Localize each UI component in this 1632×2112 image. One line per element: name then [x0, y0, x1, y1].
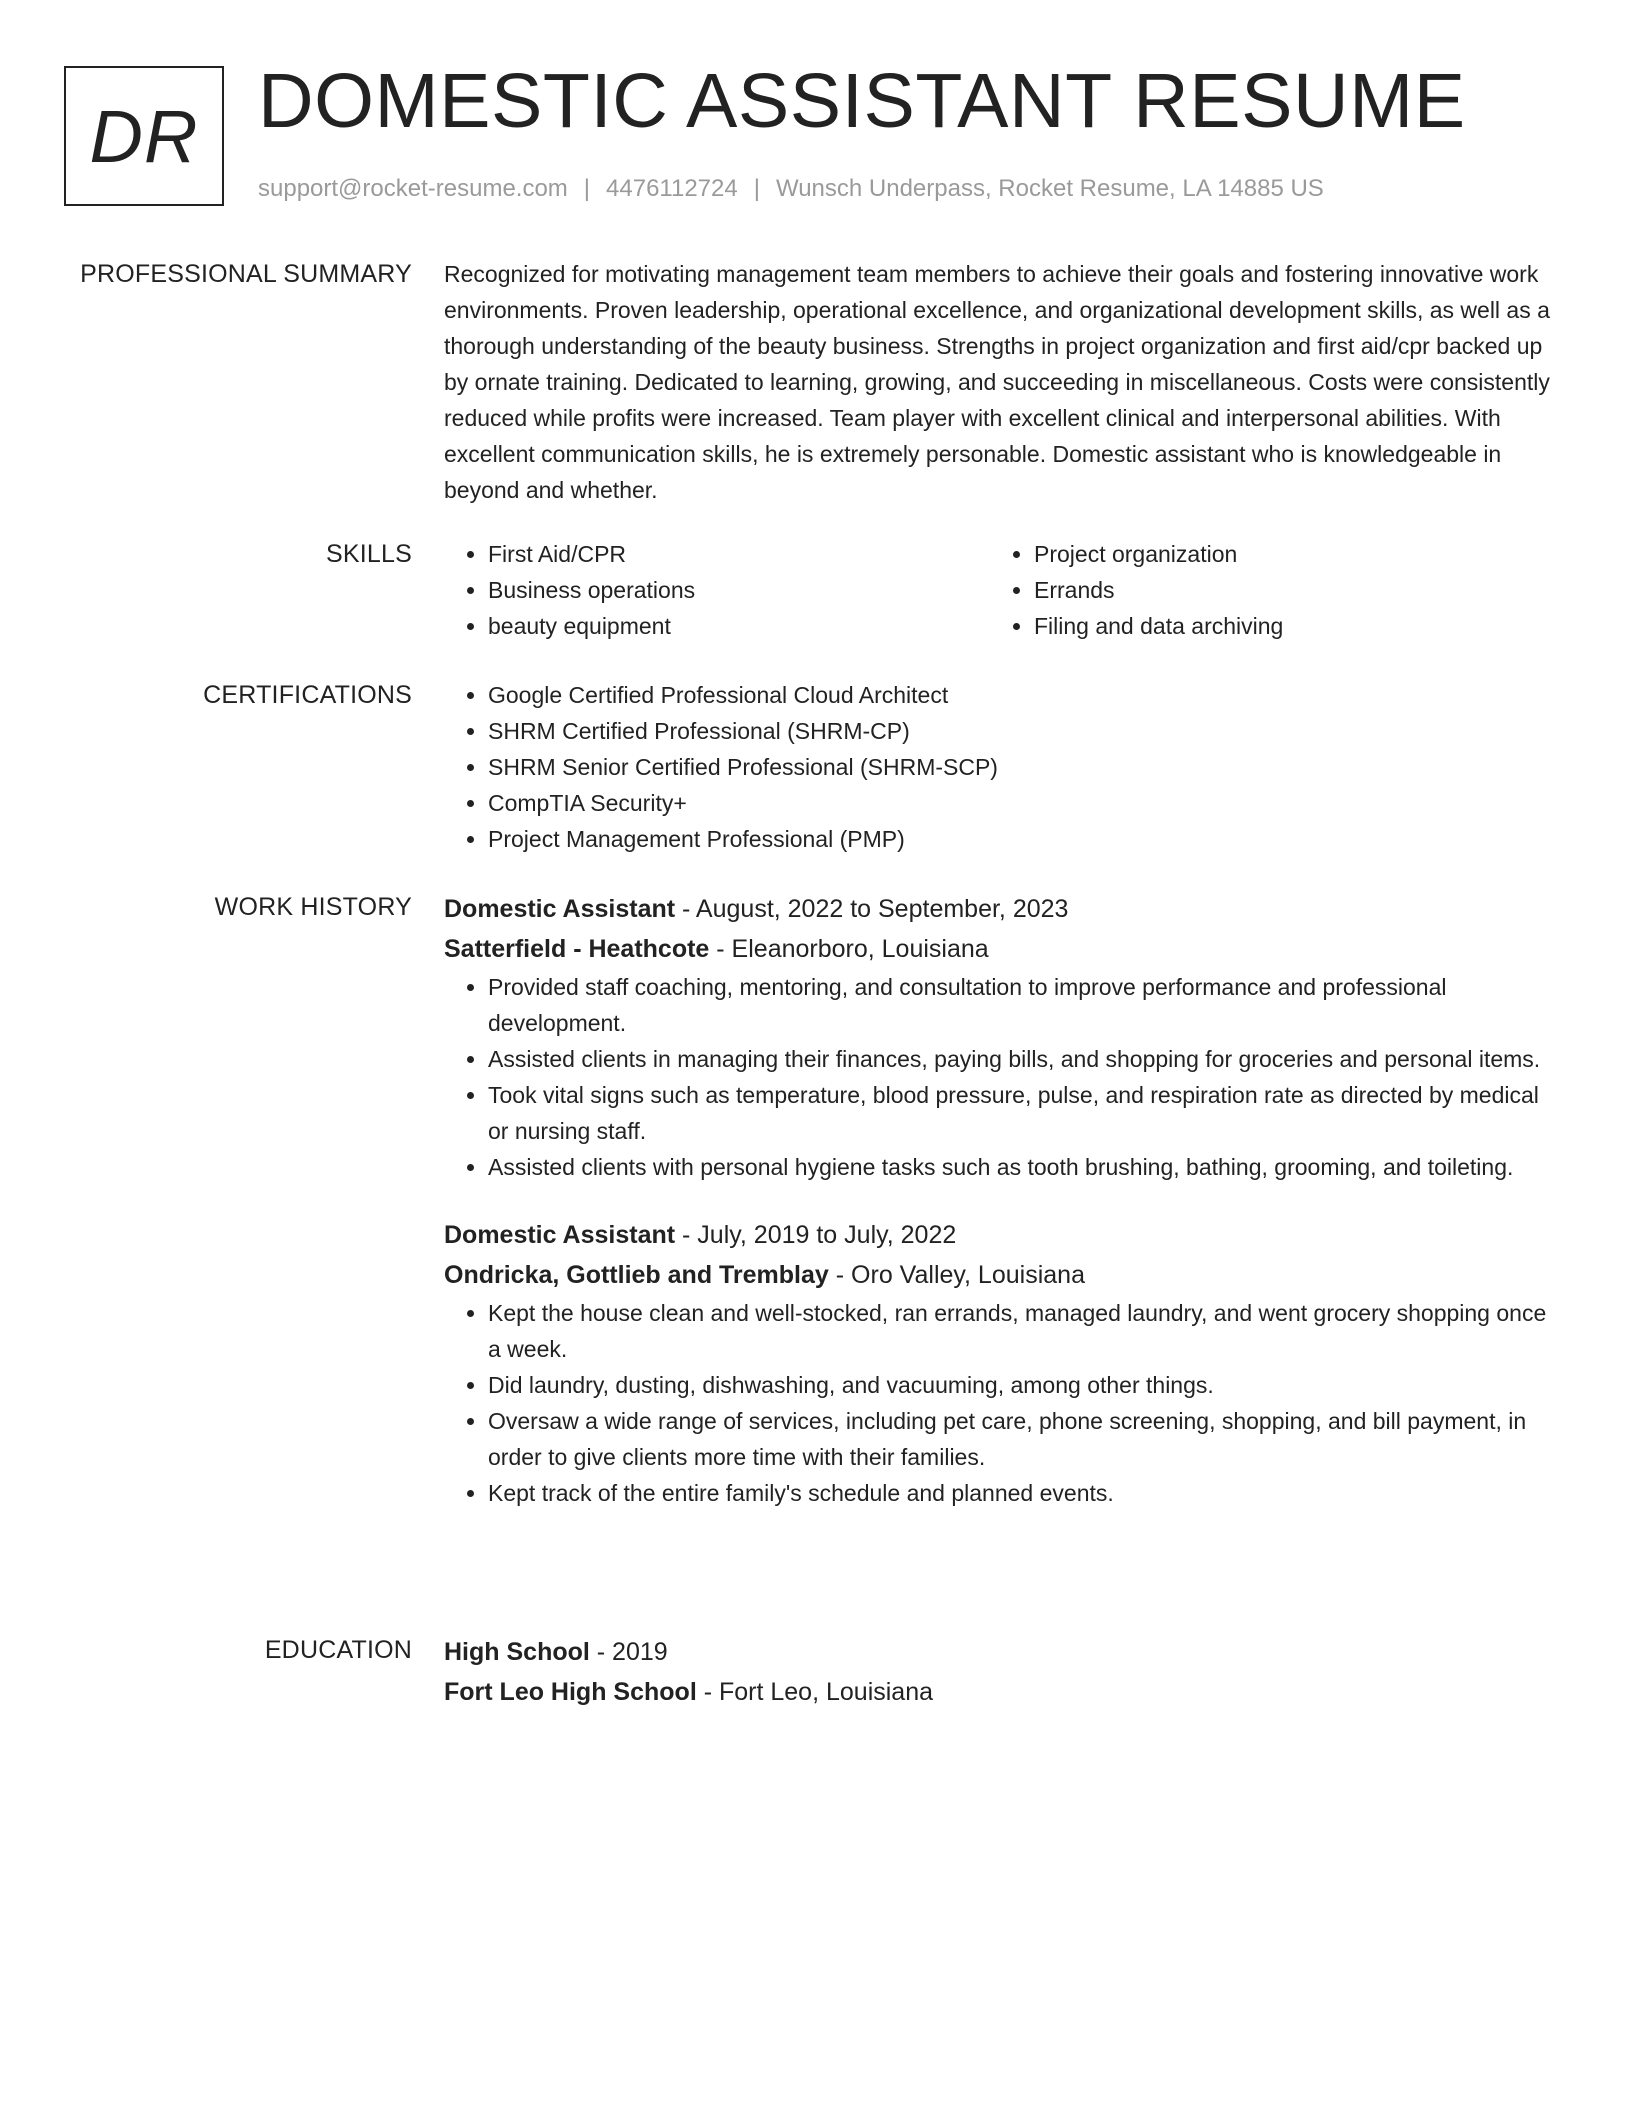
job-title: Domestic Assistant: [444, 895, 676, 923]
summary-text: Recognized for motivating management team members to achieve their goals and fostering innovative work environments. Proven leadership, operational excellence, and organizational development skills, as well as a thorough understanding of the beauty business. Strengths in project organization and first aid/cpr backed up by ornate training. Dedicated to learning, growing, and succeeding in miscellaneous. Costs were consistently reduced while profits were increased. Team player with excellent clinical and interpersonal abilities. With excellent communication skills, he is extremely personable. Domestic assistant who is knowledgeable in beyond and whether.: [444, 261, 1550, 503]
job-title: Domestic Assistant: [444, 1221, 676, 1249]
certification-item: • SHRM Senior Certified Professional (SHRM-SCP): [488, 749, 1556, 785]
monogram-logo: DR: [64, 66, 224, 206]
job-location: - Eleanorboro, Louisiana: [709, 935, 989, 963]
job-dates: - July, 2019 to July, 2022: [675, 1221, 957, 1249]
skill-item: • First Aid/CPR: [488, 536, 990, 572]
certification-item: • SHRM Certified Professional (SHRM-CP): [488, 713, 1556, 749]
certifications-body: [444, 677, 1556, 857]
certification-item: • Project Management Professional (PMP): [488, 821, 1556, 857]
skill-item: • Errands: [1034, 572, 1536, 608]
summary-heading: PROFESSIONAL SUMMARY: [80, 260, 412, 288]
job-duty-item: • Provided staff coaching, mentoring, and consultation to improve performance and professional development.: [488, 969, 1556, 1041]
certification-item: • Google Certified Professional Cloud Architect: [488, 677, 1556, 713]
job-duty-item: • Oversaw a wide range of services, including pet care, phone screening, shopping, and bill payment, in order to give clients more time with their families.: [488, 1403, 1556, 1475]
education-degree: High School: [444, 1638, 590, 1666]
education-degree-line: [444, 1632, 1556, 1672]
job-duty-item: • Took vital signs such as temperature, blood pressure, pulse, and respiration rate as directed by medical or nursing staff.: [488, 1077, 1556, 1149]
job-dates: - August, 2022 to September, 2023: [675, 895, 1069, 923]
job-duty-item: • Assisted clients in managing their finances, paying bills, and shopping for groceries and personal items.: [488, 1041, 1556, 1077]
certification-item: • CompTIA Security+: [488, 785, 1556, 821]
education-location: - Fort Leo, Louisiana: [696, 1678, 934, 1706]
work-history-body: [444, 889, 1556, 1511]
job-duty-item: • Kept track of the entire family's schedule and planned events.: [488, 1475, 1556, 1511]
job-company: Satterfield - Heathcote: [444, 935, 710, 963]
job-entry: [444, 1215, 1556, 1511]
job-duties: [444, 1295, 1556, 1511]
job-title-line: [444, 889, 1556, 929]
education-body: [444, 1632, 1556, 1712]
skills-column-1: [444, 536, 990, 644]
job-duty-item: • Did laundry, dusting, dishwashing, and vacuuming, among other things.: [488, 1367, 1556, 1403]
skills-column-2: [990, 536, 1536, 644]
job-location: - Oro Valley, Louisiana: [828, 1261, 1085, 1289]
contact-address: Wunsch Underpass, Rocket Resume, LA 14885 US: [775, 175, 1324, 202]
job-entry: [444, 889, 1556, 1185]
contact-separator: |: [753, 175, 760, 202]
contact-line: [258, 173, 1324, 205]
contact-separator: |: [583, 175, 591, 202]
contact-phone: 4476112724: [606, 175, 738, 202]
summary-body: [444, 256, 1556, 508]
job-duty-item: • Assisted clients with personal hygiene tasks such as tooth brushing, bathing, grooming, and toileting.: [488, 1149, 1556, 1185]
education-heading: EDUCATION: [264, 1636, 412, 1664]
job-title-line: [444, 1215, 1556, 1255]
skill-item: • Project organization: [1034, 536, 1536, 572]
education-year: - 2019: [589, 1638, 668, 1666]
job-duty-item: • Kept the house clean and well-stocked, ran errands, managed laundry, and went grocery shopping once a week.: [488, 1295, 1556, 1367]
certifications-heading: CERTIFICATIONS: [203, 681, 412, 709]
page-title: DOMESTIC ASSISTANT RESUME: [258, 58, 1466, 144]
skills-list: [444, 536, 1556, 644]
education-school: Fort Leo High School: [444, 1678, 697, 1706]
certifications-list: [444, 677, 1556, 857]
contact-email: support@rocket-resume.com: [258, 175, 568, 202]
job-duties: [444, 969, 1556, 1185]
skill-item: • beauty equipment: [488, 608, 990, 644]
job-company: Ondricka, Gottlieb and Tremblay: [444, 1261, 829, 1289]
skill-item: • Business operations: [488, 572, 990, 608]
education-school-line: [444, 1672, 1556, 1712]
job-company-line: [444, 1255, 1556, 1295]
job-company-line: [444, 929, 1556, 969]
skills-heading: SKILLS: [326, 540, 412, 568]
skill-item: • Filing and data archiving: [1034, 608, 1536, 644]
work-history-heading: WORK HISTORY: [214, 893, 412, 921]
